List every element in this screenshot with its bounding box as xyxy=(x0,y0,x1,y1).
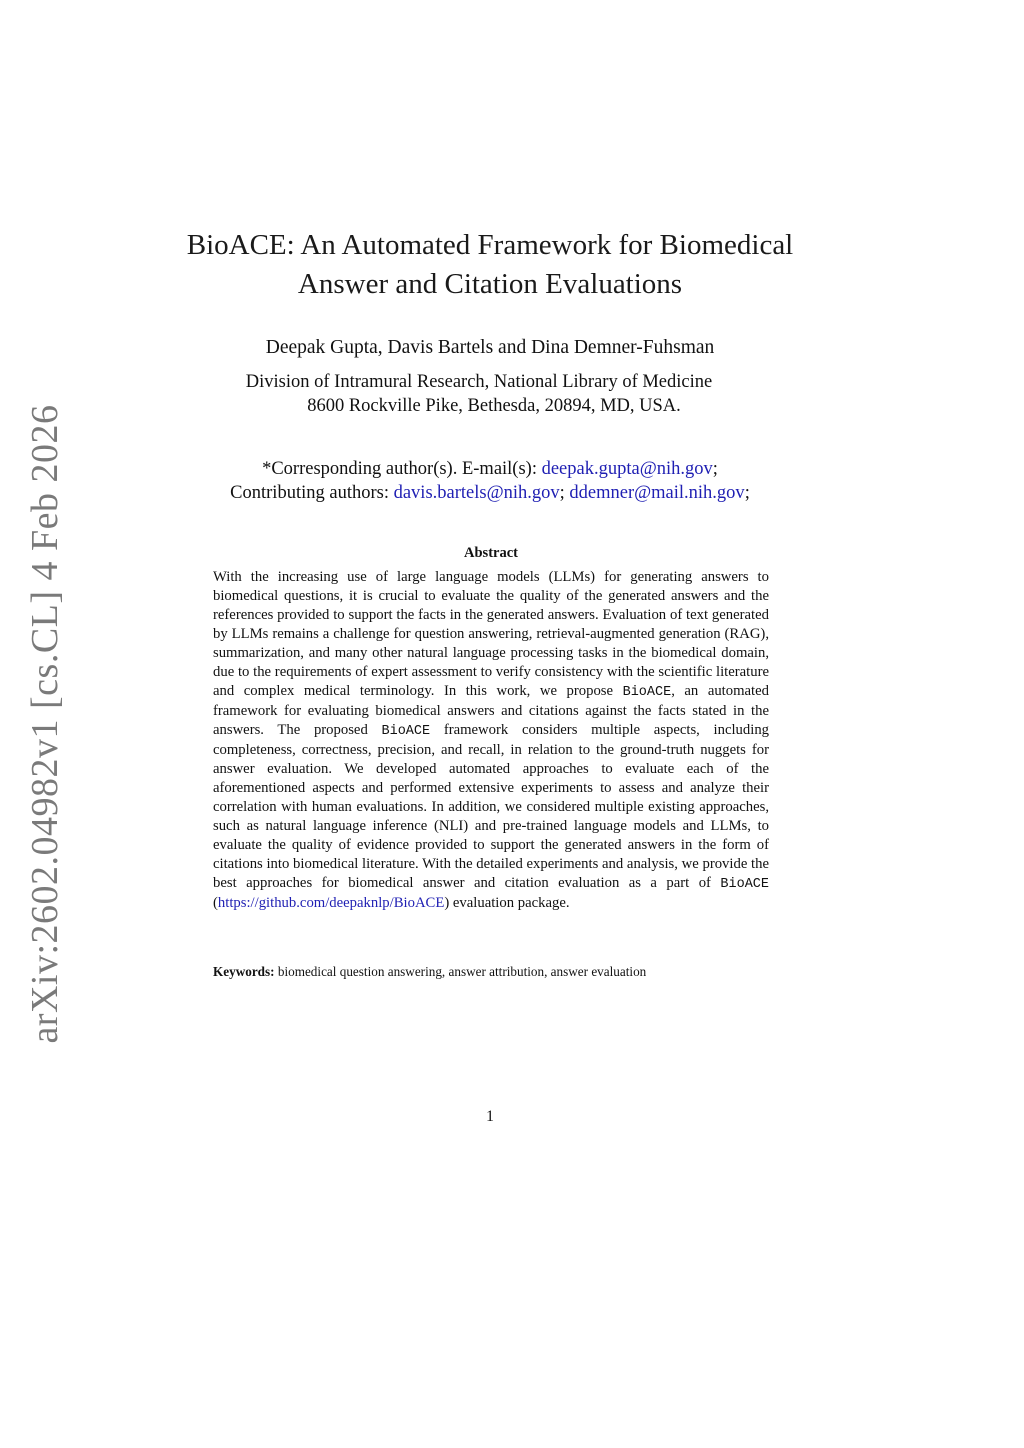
contributing-email-link-1[interactable]: davis.bartels@nih.gov xyxy=(393,483,560,503)
arxiv-identifier-stamp: arXiv:2602.04982v1 [cs.CL] 4 Feb 2026 xyxy=(24,404,66,1044)
corresponding-prefix: *Corresponding author(s). E-mail(s): xyxy=(262,459,537,479)
bioace-code-2: BioACE xyxy=(381,724,431,739)
affiliation-line-1: Division of Intramural Research, National Library of Medicine xyxy=(245,372,713,392)
paper-title xyxy=(150,226,830,304)
title-line-1: BioACE: An Automated Framework for Biomedical xyxy=(186,229,794,261)
contributing-authors-line xyxy=(150,481,830,505)
corresponding-author-line xyxy=(150,457,830,481)
keywords-text: biomedical question answering, answer attribution, answer evaluation xyxy=(277,964,647,979)
abstract-text-2: , an automated framework for evaluating biomedical answers and citations against the facts stated in the answers. The proposed xyxy=(213,683,769,738)
abstract-heading: Abstract xyxy=(464,545,518,561)
corresponding-email-link[interactable]: deepak.gupta@nih.gov xyxy=(541,459,713,479)
separator: ; xyxy=(559,483,565,503)
abstract-text-1: With the increasing use of large language models (LLMs) for generating answers to biomedical questions, it is crucial to evaluate the quality of the generated answers and the references provided to support the facts in the generated answers. Evaluation of text generated by LLMs remains a challenge for question answering, retrieval-augmented generation (RAG), summarization, and many other natural language processing tasks in the biomedical domain, due to the requirements of expert assessment to verify consistency with the scientific literature and complex medical terminology. In this work, we propose xyxy=(213,569,769,699)
contributing-prefix: Contributing authors: xyxy=(230,483,389,503)
author-list: Deepak Gupta, Davis Bartels and Dina Demner-Fuhsman xyxy=(265,337,715,358)
title-line-2: Answer and Citation Evaluations xyxy=(297,268,683,300)
separator: ; xyxy=(712,459,718,479)
contributing-email-link-2[interactable]: ddemner@mail.nih.gov xyxy=(569,483,745,503)
abstract-text-3: framework considers multiple aspects, including completeness, correctness, precision, and recall, in relation to the ground-truth nuggets for answer evaluation. We developed automated approaches to evaluate each of the aforementioned aspects and performed extensive experiments to assess and analyze their correlation with human evaluations. In addition, we considered multiple existing approaches, such as natural language inference (NLI) and pre-trained language models and LLMs, to evaluate the quality of evidence provided to support the generated answers in the form of citations into biomedical literature. With the detailed experiments and analysis, we provide the best approaches for biomedical answer and citation evaluation as a part of xyxy=(213,722,770,891)
keywords-line xyxy=(213,963,769,981)
open-paren: ( xyxy=(213,895,218,911)
github-link[interactable]: https://github.com/deepaknlp/BioACE xyxy=(217,895,445,911)
affiliation-line-2: 8600 Rockville Pike, Bethesda, 20894, MD, USA. xyxy=(307,396,681,416)
page-number: 1 xyxy=(486,1108,494,1125)
bioace-code-1: BioACE xyxy=(622,685,672,700)
abstract-body xyxy=(213,568,769,913)
keywords-label: Keywords: xyxy=(213,964,275,979)
abstract-text-4: ) evaluation package. xyxy=(444,895,570,911)
bioace-code-3: BioACE xyxy=(720,877,769,892)
affiliation xyxy=(150,370,830,418)
contact-info xyxy=(150,457,830,505)
separator: ; xyxy=(744,483,750,503)
